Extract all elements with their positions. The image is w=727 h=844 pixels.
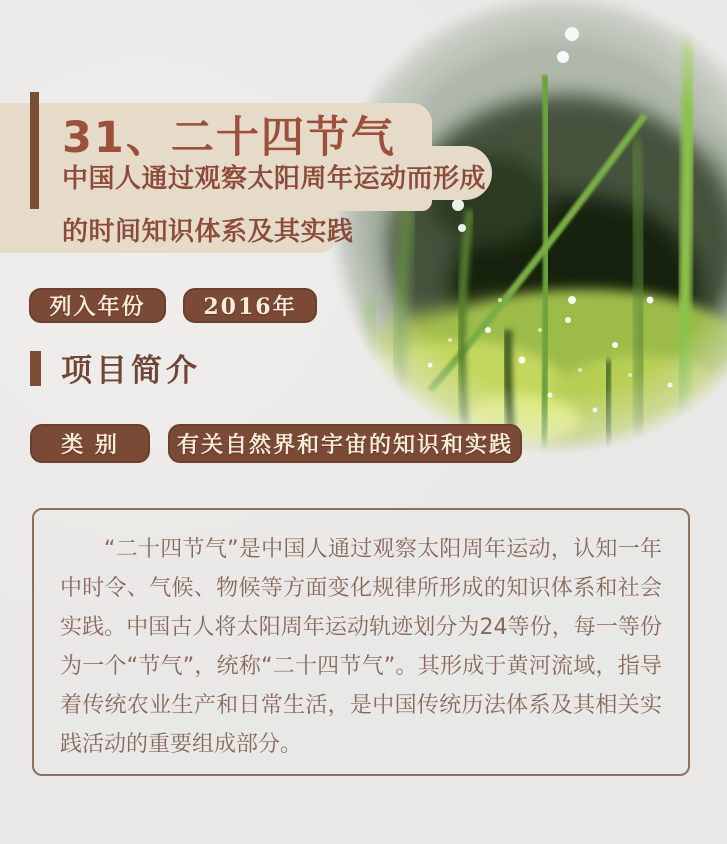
page-subtitle-line2: 的时间知识体系及其实践 xyxy=(62,217,354,247)
page-title: 31、二十四节气 xyxy=(62,113,396,163)
title-accent-bar xyxy=(30,92,39,209)
category-value-badge: 有关自然界和宇宙的知识和实践 xyxy=(168,424,522,463)
page-subtitle-line1: 中国人通过观察太阳周年运动而形成 xyxy=(62,164,487,194)
section-heading: 项目简介 xyxy=(61,353,201,389)
intro-paragraph: “二十四节气”是中国人通过观察太阳周年运动，认知一年中时令、气候、物候等方面变化规律所形成的知识体系和社会实践。中国古人将太阳周年运动轨迹划分为24等份，每一等份为一个“节气”，统称“二十四节气”。其形成于黄河流域，指导着传统农业生产和日常生活，是中国传统历法体系及其相关实践活动的重要组成部分。 xyxy=(60,537,662,757)
section-accent-bar xyxy=(30,351,41,386)
year-label-badge: 列入年份 xyxy=(29,288,166,323)
grass-dew-photo-icon xyxy=(310,0,727,480)
category-label-badge: 类 别 xyxy=(30,424,150,463)
intro-box xyxy=(32,508,690,776)
year-value-badge: 2016年 xyxy=(183,288,317,323)
